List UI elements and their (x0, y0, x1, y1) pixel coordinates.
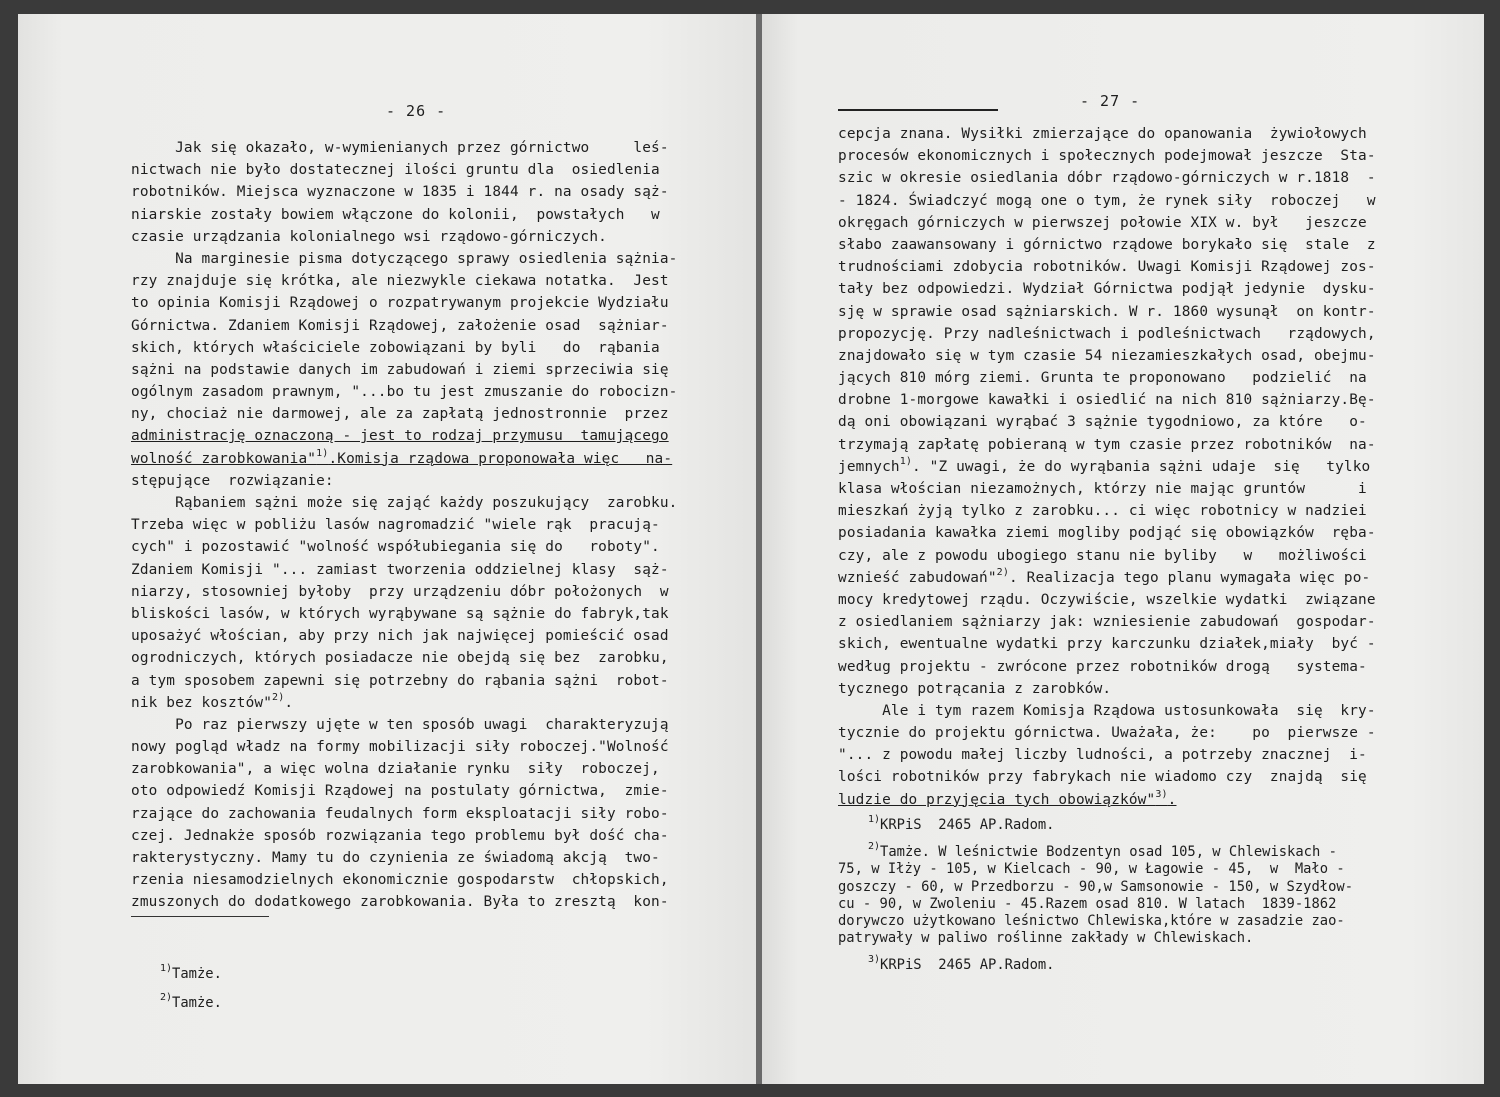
text-line: cych" i pozostawić "wolność współubiegania się do roboty". (131, 539, 660, 556)
body-text (131, 137, 677, 914)
text-line: ludzie do przyjęcia tych obowiązków"$^{3)}$. (838, 788, 1177, 808)
footnote-ref: 3) (1155, 788, 1168, 800)
book-spread (18, 14, 1484, 1084)
text-line: ogólnym zasadom prawnym, "...bo tu jest zmuszanie do robocizn- (131, 384, 678, 401)
text-line: Zdaniem Komisji "... zamiast tworzenia oddzielnej klasy sąż- (131, 561, 669, 578)
footnote-ref: 2) (996, 566, 1009, 578)
text-line: tycznie do projektu górnictwa. Uważała, że: po pierwsze - (838, 725, 1376, 742)
text-line: a tym sposobem zapewni się potrzebny do rąbania sążni robot- (131, 672, 669, 689)
footnotes (838, 814, 1353, 975)
text-line: rzy znajduje się krótka, ale niezwykle ciekawa notatka. Jest (131, 273, 669, 290)
text-line: rakterystyczny. Mamy tu do czynienia ze świadomą akcją two- (131, 850, 660, 866)
footnote-line: 75, w Iłży - 105, w Kielcach - 90, w Łagowie - 45, w Mało - (838, 861, 1345, 878)
text-line: Jak się okazało, w-wymienianych przez górnictwo leś- (131, 140, 669, 156)
page-number: - 26 - (386, 102, 447, 120)
footnote-rule (131, 916, 269, 917)
text-line: propozycję. Przy nadleśnictwach i podleśnictwach rządowych, (838, 325, 1376, 342)
text-line: klasa włościan niezamożnych, którzy nie mając gruntów i (838, 481, 1367, 497)
text-line: dą oni obowiązani wyrąbać 3 sążnie tygodniowo, za które o- (838, 414, 1367, 431)
text-line: Trzeba więc w pobliżu lasów nagromadzić "wiele rąk pracują- (131, 517, 660, 534)
text-line: stępujące rozwiązanie: (131, 472, 334, 489)
text-line: zmuszonych do dodatkowego zarobkowania. Była to zresztą kon- (131, 894, 669, 911)
text-line: słabo zaawansowany i górnictwo rządowe borykało się stale z (838, 236, 1376, 253)
header-line (838, 109, 998, 111)
text-line: okręgach górniczych w pierwszej połowie XIX w. był jeszcze (838, 214, 1367, 231)
text-line: tycznego potrącania z zarobków. (838, 680, 1112, 697)
footnote-line: dorywczo użytkowano leśnictwo Chlewiska,które w zasadzie zao- (838, 913, 1345, 930)
text-line: skich, których właściciele zobowiązani by byli do rąbania (131, 339, 660, 356)
footnote-line: patrywały w paliwo roślinne zakłady w Chlewiskach. (838, 930, 1254, 947)
text-line: czy, ale z powodu ubogiego stanu nie byliby w możliwości (838, 547, 1367, 564)
text-line: ogrodniczych, których posiadacze nie obejdą się bez zarobku, (131, 650, 669, 667)
text-line: jemnych$^{1)}$. "Z uwagi, że do wyrąbania sążni udaje się tylko (838, 455, 1371, 475)
footnote-line: cu - 90, w Zwoleniu - 45.Razem osad 810. W latach 1839-1862 (838, 895, 1337, 912)
text-line: sję w sprawie osad sążniarskich. W r. 1860 wysunął on kontr- (838, 303, 1376, 320)
footnote-ref: 1) (899, 455, 913, 467)
footnote-line: goszczy - 60, w Przedborzu - 90,w Samsonowie - 150, w Szydłow- (838, 878, 1353, 895)
text-line: robotników. Miejsca wyznaczone w 1835 i 1844 r. na osady sąż- (131, 184, 669, 201)
text-line: wolność zarobkowania"$^{1)}$.Komisja rządowa proponowała więc na- (131, 447, 673, 467)
text-line: szic w okresie osiedlania dóbr rządowo-górniczych w r.1818 - (838, 170, 1376, 187)
text-line: Po raz pierwszy ujęte w ten sposób uwagi charakteryzują (131, 716, 669, 733)
text-line: czej. Jednakże sposób rozwiązania tego problemu był dość cha- (131, 827, 669, 844)
text-line: Na marginesie pisma dotyczącego sprawy osiedlenia sążnia- (131, 250, 678, 267)
text-line: posiadania kawałka ziemi mogliby podjąć się obowiązków ręba- (838, 525, 1376, 542)
text-line: oto odpowiedź Komisji Rządowej na postulaty górnictwa, zmie- (131, 783, 669, 800)
text-line: Ale i tym razem Komisja Rządowa ustosunkowała się kry- (838, 702, 1376, 719)
text-line: lości robotników przy fabrykach nie wiadomo czy znajdą się (838, 769, 1367, 786)
footnote-line: $^{2)}$Tamże. W leśnictwie Bodzentyn osad 105, w Chlewiskach - (868, 841, 1337, 861)
text-line: zarobkowania", a więc wolna działanie rynku siły roboczej, (131, 761, 660, 778)
text-line: sążni na podstawie danych im zabudowań i ziemi sprzeciwia się (131, 361, 669, 378)
text-line: według projektu - zwrócone przez robotników drogą systema- (838, 658, 1367, 675)
text-line: mocy kredytowej rządu. Oczywiście, wszelkie wydatki związane (838, 591, 1376, 608)
text-line: bliskości lasów, w których wyrąbywane są sążnie do fabryk,tak (131, 605, 669, 622)
text-line: - 1824. Świadczyć mogą one o tym, że rynek siły roboczej w (838, 192, 1376, 209)
text-line: uposażyć włościan, aby przy nich jak najwięcej pomieścić osad (131, 628, 669, 645)
text-line: rzające do zachowania feudalnych form eksploatacji siły robo- (131, 805, 669, 822)
left-page (18, 14, 758, 1084)
text-line: ny, chociaż nie darmowej, ale za zapłatą jednostronnie przez (131, 406, 669, 423)
text-line: to opinia Komisji Rządowej o rozpatrywanym projekcie Wydziału (131, 295, 669, 312)
text-line: trudnościami zdobycia robotników. Uwagi Komisji Rządowej zos- (838, 259, 1376, 276)
text-line: drobne 1-morgowe kawałki i osiedlić na nich 810 sążniarzy.Bę- (838, 392, 1376, 409)
footnote: $^{1)}$Tamże. (160, 963, 222, 983)
text-line: rzenia niesamodzielnych ekonomicznie gospodarstw chłopskich, (131, 872, 669, 889)
text-line: Górnictwa. Zdaniem Komisji Rządowej, założenie osad sążniar- (131, 317, 669, 334)
footnote-marker: 3) (868, 954, 881, 966)
text-line: mieszkań żyją tylko z zarobku... ci więc robotnicy w nadziei (838, 503, 1367, 520)
footnote-marker: 2) (868, 841, 881, 853)
page-number: - 27 - (1080, 92, 1141, 110)
text-line: nictwach nie było dostatecznej ilości gruntu dla osiedlenia (131, 162, 660, 179)
text-line: niarskie zostały bowiem włączone do kolonii, powstałych w (131, 206, 660, 223)
text-line: z osiedlaniem sążniarzy jak: wzniesienie zabudowań gospodar- (838, 614, 1376, 631)
footnote-marker: 1) (868, 814, 881, 825)
footnote-line: $^{3)}$KRPiS 2465 AP.Radom. (868, 954, 1055, 974)
footnote-ref: 1) (316, 447, 329, 459)
text-line: jących 810 mórg ziemi. Grunta te proponowano podzielić na (838, 370, 1367, 387)
text-line: "... z powodu małej liczby ludności, a potrzeby znacznej i- (838, 747, 1367, 764)
text-line: skich, ewentualne wydatki przy karczunku działek,miały być - (838, 636, 1376, 653)
text-line: tały bez odpowiedzi. Wydział Górnictwa podjął jedynie dysku- (838, 281, 1376, 298)
text-line: procesów ekonomicznych i społecznych podejmował jeszcze Sta- (838, 148, 1376, 165)
right-page (762, 14, 1484, 1084)
text-line: administrację oznaczoną - jest to rodzaj przymusu tamującego (131, 428, 669, 445)
text-line: nik bez kosztów"$^{2)}$. (131, 691, 294, 711)
text-line: Rąbaniem sążni może się zająć każdy poszukujący zarobku. (131, 495, 678, 511)
text-line: niarzy, stosowniej byłoby przy urządzeniu dóbr położonych w (131, 583, 669, 600)
body-text (838, 123, 1376, 811)
text-line: znajdowało się w tym czasie 54 niezamieszkałych osad, obejmu- (838, 347, 1376, 364)
footnote: $^{2)}$Tamże. (160, 992, 222, 1012)
text-line: trzymają zapłatę pobieraną w tym czasie przez robotników na- (838, 436, 1376, 453)
text-line: czasie urządzania kolonialnego wsi rządowo-górniczych. (131, 228, 607, 245)
footnote-line: $^{1)}$KRPiS 2465 AP.Radom. (868, 814, 1055, 833)
text-line: wznieść zabudowań"$^{2)}$. Realizacja tego planu wymagała więc po- (838, 566, 1371, 586)
text-line: cepcja znana. Wysiłki zmierzające do opanowania żywiołowych (838, 126, 1367, 142)
footnote-ref: 2) (272, 691, 285, 703)
text-line: nowy pogląd władz na formy mobilizacji siły roboczej."Wolność (131, 739, 669, 756)
